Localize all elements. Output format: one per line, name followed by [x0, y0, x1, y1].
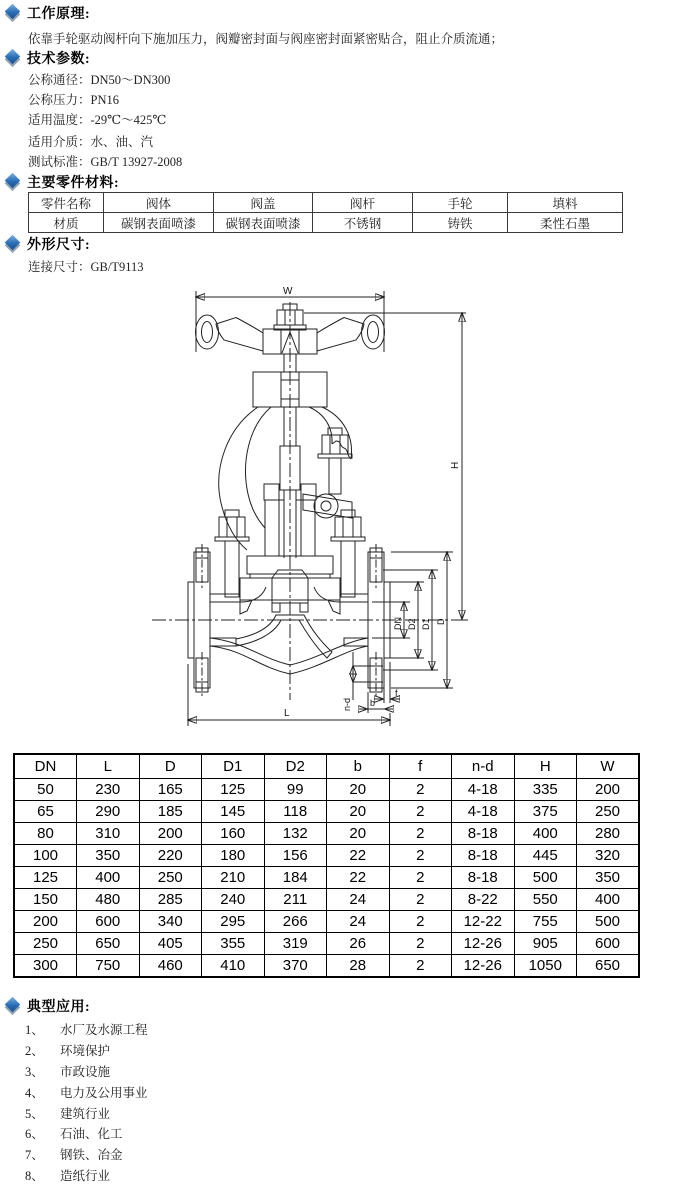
- list-item-label: 水厂及水源工程: [60, 1023, 148, 1038]
- table-cell: DN: [14, 754, 77, 779]
- table-cell: 310: [77, 823, 140, 845]
- table-cell: 280: [577, 823, 640, 845]
- table-cell: 250: [577, 801, 640, 823]
- table-cell: 50: [14, 779, 77, 801]
- table-cell: 230: [77, 779, 140, 801]
- section-heading-applications: [4, 997, 90, 1015]
- table-cell: 碳钢表面喷漆: [214, 213, 313, 233]
- section-title: 技术参数:: [27, 52, 91, 67]
- list-item-label: 石油、化工: [60, 1127, 123, 1142]
- section-title: 外形尺寸:: [27, 238, 91, 253]
- dim-label-b: b: [370, 698, 376, 708]
- table-cell: 184: [264, 867, 327, 889]
- table-cell: 355: [202, 933, 265, 955]
- table-cell: 220: [139, 845, 202, 867]
- dimension-annotations: [188, 286, 468, 726]
- table-row: [14, 867, 639, 889]
- section-heading-outline-dimensions: [4, 235, 90, 253]
- list-item-number: 7、: [25, 1148, 44, 1163]
- dim-label-dn: DN: [393, 617, 403, 630]
- table-cell: 24: [327, 889, 390, 911]
- table-cell: 240: [202, 889, 265, 911]
- table-cell: 碳钢表面喷漆: [104, 213, 214, 233]
- table-cell: 2: [389, 801, 452, 823]
- list-item: [25, 1165, 148, 1186]
- list-item-number: 2、: [25, 1044, 44, 1059]
- diamond-bullet-icon: [5, 4, 21, 20]
- section-heading-tech-params: [4, 49, 90, 67]
- table-cell: 8-22: [452, 889, 515, 911]
- list-item: [25, 1061, 148, 1082]
- table-row: [14, 823, 639, 845]
- table-cell: 211: [264, 889, 327, 911]
- table-cell: 445: [514, 845, 577, 867]
- list-item: [25, 1040, 148, 1061]
- table-cell: L: [77, 754, 140, 779]
- table-cell: 250: [139, 867, 202, 889]
- table-cell: 2: [389, 889, 452, 911]
- list-item-number: 8、: [25, 1168, 44, 1183]
- table-cell: 132: [264, 823, 327, 845]
- dim-label-d2: D2: [407, 618, 417, 630]
- table-cell: 340: [139, 911, 202, 933]
- table-cell: 20: [327, 779, 390, 801]
- table-cell: H: [514, 754, 577, 779]
- diamond-bullet-icon: [5, 997, 21, 1013]
- table-cell: 400: [577, 889, 640, 911]
- table-cell: 165: [139, 779, 202, 801]
- table-cell: 80: [14, 823, 77, 845]
- working-principle-text: 依靠手轮驱动阀杆向下施加压力，阀瓣密封面与阀座密封面紧密贴合，阻止介质流通；: [28, 32, 504, 46]
- table-cell: 阀杆: [313, 193, 413, 213]
- diamond-bullet-icon: [5, 173, 21, 189]
- table-cell: 350: [77, 845, 140, 867]
- table-cell: 200: [577, 779, 640, 801]
- table-cell: 8-18: [452, 823, 515, 845]
- dim-label-w: W: [283, 286, 293, 297]
- table-cell: 150: [14, 889, 77, 911]
- section-heading-working-principle: [4, 4, 90, 22]
- section-title: 典型应用:: [27, 1000, 91, 1015]
- table-row: [14, 801, 639, 823]
- param-nominal-diameter: 公称通径：DN50～DN300: [28, 73, 171, 87]
- table-cell: 905: [514, 933, 577, 955]
- table-cell: 266: [264, 911, 327, 933]
- dim-label-h: H: [450, 461, 461, 469]
- list-item-label: 建筑行业: [60, 1106, 111, 1121]
- table-cell: 4-18: [452, 779, 515, 801]
- table-cell: 118: [264, 801, 327, 823]
- table-cell: 12-22: [452, 911, 515, 933]
- table-row: [14, 779, 639, 801]
- section-title: 工作原理:: [27, 7, 91, 22]
- table-cell: 8-18: [452, 867, 515, 889]
- table-cell: 750: [77, 955, 140, 978]
- table-cell: 20: [327, 823, 390, 845]
- table-row: [29, 193, 623, 213]
- table-cell: 460: [139, 955, 202, 978]
- list-item-label: 环境保护: [60, 1044, 111, 1059]
- table-cell: 335: [514, 779, 577, 801]
- list-item-label: 造纸行业: [60, 1168, 111, 1183]
- table-cell: 480: [77, 889, 140, 911]
- table-cell: D: [139, 754, 202, 779]
- list-item-number: 3、: [25, 1064, 44, 1079]
- table-cell: 320: [577, 845, 640, 867]
- table-cell: 125: [14, 867, 77, 889]
- table-cell: 650: [577, 955, 640, 978]
- table-cell: 填料: [508, 193, 623, 213]
- table-cell: f: [389, 754, 452, 779]
- connection-size-note: 连接尺寸：GB/T9113: [28, 260, 144, 274]
- table-cell: 300: [14, 955, 77, 978]
- table-cell: 250: [14, 933, 77, 955]
- table-cell: 350: [577, 867, 640, 889]
- table-cell: n-d: [452, 754, 515, 779]
- table-cell: 650: [77, 933, 140, 955]
- table-cell: 156: [264, 845, 327, 867]
- table-cell: 20: [327, 801, 390, 823]
- table-cell: 4-18: [452, 801, 515, 823]
- table-cell: 319: [264, 933, 327, 955]
- materials-table: [28, 192, 623, 233]
- table-row: [14, 911, 639, 933]
- list-item-number: 5、: [25, 1106, 44, 1121]
- table-cell: 2: [389, 779, 452, 801]
- table-row: [29, 213, 623, 233]
- list-item: [25, 1123, 148, 1144]
- param-temperature: 适用温度：-29℃～425℃: [28, 113, 167, 127]
- table-row: [14, 955, 639, 978]
- section-title: 主要零件材料:: [27, 176, 120, 191]
- table-cell: 180: [202, 845, 265, 867]
- valve-technical-drawing: [140, 284, 476, 748]
- table-cell: 290: [77, 801, 140, 823]
- table-cell: 手轮: [413, 193, 508, 213]
- list-item: [25, 1019, 148, 1040]
- table-cell: 145: [202, 801, 265, 823]
- table-cell: 2: [389, 911, 452, 933]
- table-cell: 200: [139, 823, 202, 845]
- table-cell: 600: [577, 933, 640, 955]
- table-cell: 200: [14, 911, 77, 933]
- centerlines: [152, 302, 468, 700]
- table-cell: 99: [264, 779, 327, 801]
- diamond-bullet-icon: [5, 49, 21, 65]
- table-cell: D2: [264, 754, 327, 779]
- dim-label-f: f: [395, 688, 398, 698]
- table-cell: 铸铁: [413, 213, 508, 233]
- section-heading-materials: [4, 173, 119, 191]
- dimension-table: [13, 753, 640, 978]
- table-cell: 295: [202, 911, 265, 933]
- list-item-number: 1、: [25, 1023, 44, 1038]
- table-cell: 550: [514, 889, 577, 911]
- table-row: [14, 754, 639, 779]
- table-cell: 185: [139, 801, 202, 823]
- table-cell: 8-18: [452, 845, 515, 867]
- table-cell: 28: [327, 955, 390, 978]
- param-nominal-pressure: 公称压力：PN16: [28, 93, 119, 107]
- table-cell: 24: [327, 911, 390, 933]
- list-item: [25, 1144, 148, 1165]
- list-item-label: 电力及公用事业: [60, 1085, 148, 1100]
- table-cell: W: [577, 754, 640, 779]
- param-test-standard: 测试标准：GB/T 13927-2008: [28, 155, 183, 169]
- diamond-bullet-icon: [5, 235, 21, 251]
- table-cell: 160: [202, 823, 265, 845]
- dim-label-l: L: [284, 708, 290, 719]
- gland-eyebolt: [303, 428, 352, 518]
- table-cell: D1: [202, 754, 265, 779]
- param-medium: 适用介质：水、油、汽: [28, 135, 154, 149]
- list-item-number: 6、: [25, 1127, 44, 1142]
- table-cell: 2: [389, 933, 452, 955]
- table-row: [14, 933, 639, 955]
- table-cell: 22: [327, 867, 390, 889]
- list-item-label: 市政设施: [60, 1064, 111, 1079]
- table-cell: 285: [139, 889, 202, 911]
- table-cell: 材质: [29, 213, 104, 233]
- table-cell: 22: [327, 845, 390, 867]
- table-cell: 400: [77, 867, 140, 889]
- table-cell: 405: [139, 933, 202, 955]
- table-cell: b: [327, 754, 390, 779]
- table-cell: 阀体: [104, 193, 214, 213]
- list-item: [25, 1081, 148, 1102]
- table-cell: 零件名称: [29, 193, 104, 213]
- table-cell: 2: [389, 867, 452, 889]
- table-cell: 400: [514, 823, 577, 845]
- table-row: [14, 845, 639, 867]
- table-cell: 2: [389, 823, 452, 845]
- table-cell: 410: [202, 955, 265, 978]
- table-cell: 1050: [514, 955, 577, 978]
- table-cell: 500: [514, 867, 577, 889]
- table-cell: 100: [14, 845, 77, 867]
- dim-label-d1: D1: [421, 618, 431, 630]
- table-cell: 26: [327, 933, 390, 955]
- table-cell: 210: [202, 867, 265, 889]
- table-cell: 12-26: [452, 933, 515, 955]
- table-cell: 12-26: [452, 955, 515, 978]
- dim-label-nd: n-d: [342, 697, 352, 711]
- table-cell: 不锈钢: [313, 213, 413, 233]
- list-item-number: 4、: [25, 1085, 44, 1100]
- table-row: [14, 889, 639, 911]
- table-cell: 柔性石墨: [508, 213, 623, 233]
- table-cell: 2: [389, 845, 452, 867]
- list-item: [25, 1102, 148, 1123]
- table-cell: 375: [514, 801, 577, 823]
- table-cell: 600: [77, 911, 140, 933]
- table-cell: 2: [389, 955, 452, 978]
- table-cell: 370: [264, 955, 327, 978]
- table-cell: 125: [202, 779, 265, 801]
- table-cell: 500: [577, 911, 640, 933]
- list-item-label: 钢铁、冶金: [60, 1148, 123, 1163]
- applications-list: [25, 1019, 148, 1185]
- table-cell: 755: [514, 911, 577, 933]
- table-cell: 65: [14, 801, 77, 823]
- table-cell: 阀盖: [214, 193, 313, 213]
- dim-label-d: D: [436, 618, 446, 625]
